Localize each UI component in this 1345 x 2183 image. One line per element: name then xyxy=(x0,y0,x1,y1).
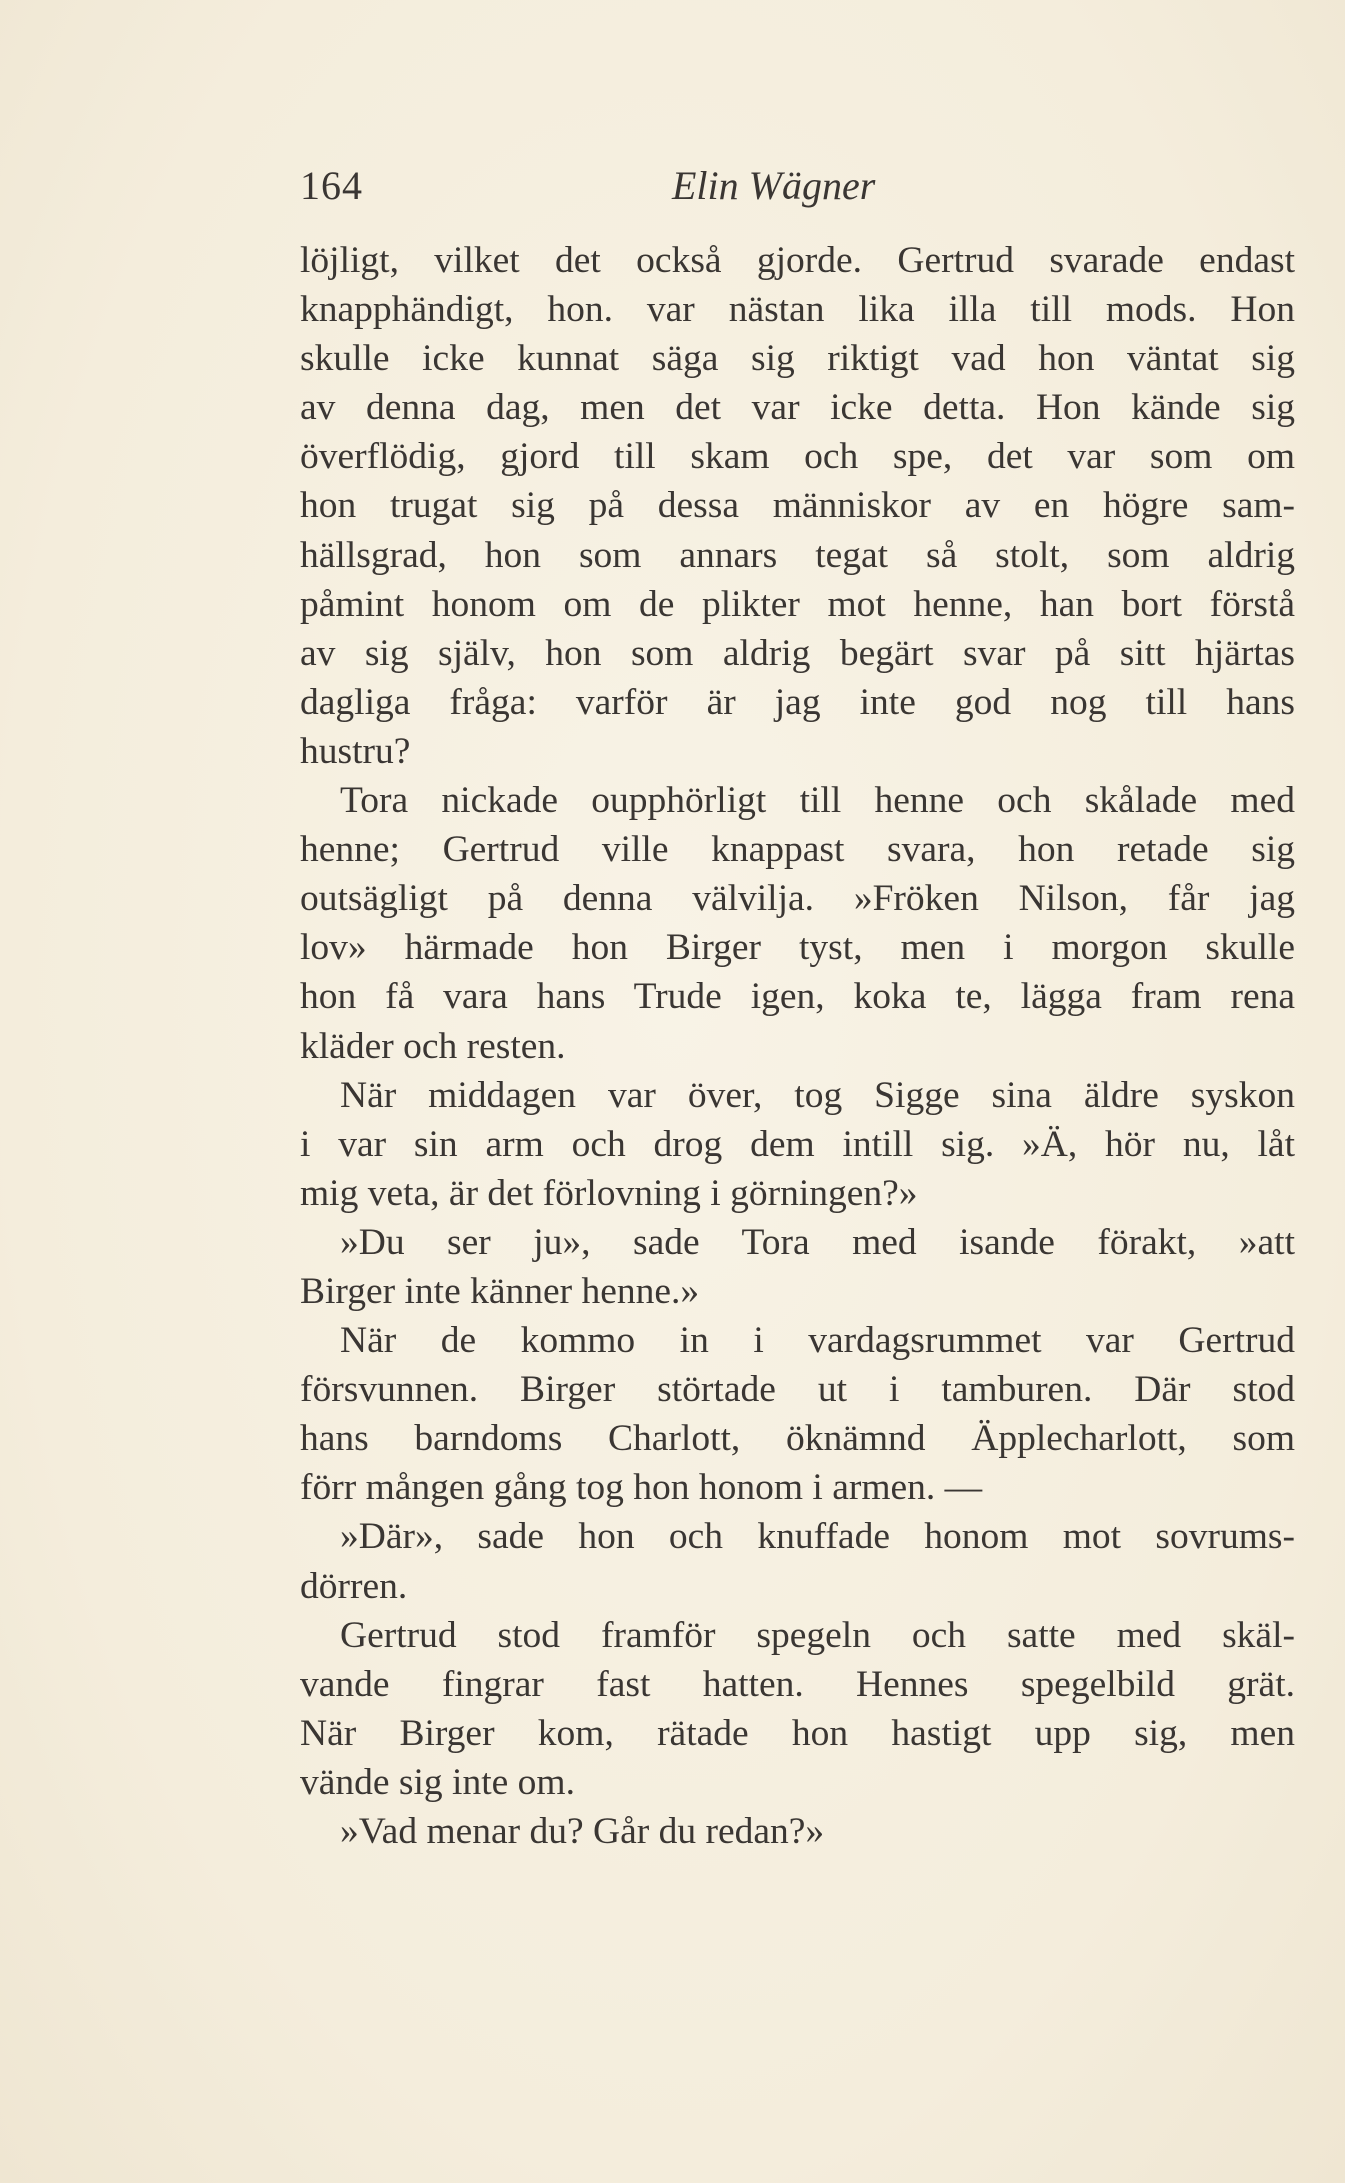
text-line: påmint honom om de plikter mot henne, han bort förstå xyxy=(300,583,1295,625)
text-line: hällsgrad, hon som annars tegat så stolt, som aldrig xyxy=(300,534,1295,576)
text-line: Tora nickade oupphörligt till henne och skålade med xyxy=(340,780,1295,822)
text-line: dagliga fråga: varför är jag inte god nog till hans xyxy=(300,681,1295,723)
text-line: i var sin arm och drog dem intill sig. »Ä, hör nu, låt xyxy=(300,1123,1295,1165)
running-head-author: Elin Wägner xyxy=(672,163,876,208)
text-line: »Vad menar du? Går du redan?» xyxy=(340,1811,825,1852)
text-line: När Birger kom, rätade hon hastigt upp sig, men xyxy=(300,1712,1295,1754)
body-text xyxy=(300,236,1295,1856)
text-line: av sig själv, hon som aldrig begärt svar på sitt hjärtas xyxy=(300,632,1295,674)
text-line: mig veta, är det förlovning i görningen?» xyxy=(300,1172,918,1214)
text-line: skulle icke kunnat säga sig riktigt vad hon väntat sig xyxy=(300,338,1295,380)
text-line: vände sig inte om. xyxy=(300,1761,575,1803)
text-line: hon få vara hans Trude igen, koka te, lägga fram rena xyxy=(300,976,1295,1018)
text-line: förr mången gång tog hon honom i armen. — xyxy=(300,1467,983,1509)
text-line: hon trugat sig på dessa människor av en högre sam- xyxy=(300,485,1295,527)
text-line: vande fingrar fast hatten. Hennes spegelbild grät. xyxy=(300,1663,1295,1705)
text-line: kläder och resten. xyxy=(300,1025,566,1067)
text-line: hustru? xyxy=(300,730,411,772)
text-line: outsägligt på denna välvilja. »Fröken Nilson, får jag xyxy=(300,878,1295,920)
page-number: 164 xyxy=(300,163,363,208)
text-line: När middagen var över, tog Sigge sina äldre syskon xyxy=(340,1074,1295,1116)
text-line: dörren. xyxy=(300,1565,408,1607)
page-header xyxy=(300,162,1295,222)
text-line: När de kommo in i vardagsrummet var Gertrud xyxy=(340,1320,1295,1362)
text-line: »Där», sade hon och knuffade honom mot sovrums- xyxy=(340,1516,1295,1558)
text-line: av denna dag, men det var icke detta. Hon kände sig xyxy=(300,387,1295,429)
text-line: henne; Gertrud ville knappast svara, hon retade sig xyxy=(300,829,1295,871)
text-line: hans barndoms Charlott, öknämnd Äpplecharlott, som xyxy=(300,1418,1295,1460)
text-line: Birger inte känner henne.» xyxy=(300,1270,700,1312)
text-line: försvunnen. Birger störtade ut i tamburen. Där stod xyxy=(300,1369,1295,1411)
text-line: knapphändigt, hon. var nästan lika illa till mods. Hon xyxy=(300,289,1295,331)
text-line: löjligt, vilket det också gjorde. Gertrud svarade endast xyxy=(300,240,1295,281)
text-line: överflödig, gjord till skam och spe, det var som om xyxy=(300,436,1295,478)
text-line: Gertrud stod framför spegeln och satte med skäl- xyxy=(340,1614,1295,1656)
text-line: lov» härmade hon Birger tyst, men i morgon skulle xyxy=(300,927,1295,969)
text-line: »Du ser ju», sade Tora med isande förakt, »att xyxy=(340,1221,1295,1263)
